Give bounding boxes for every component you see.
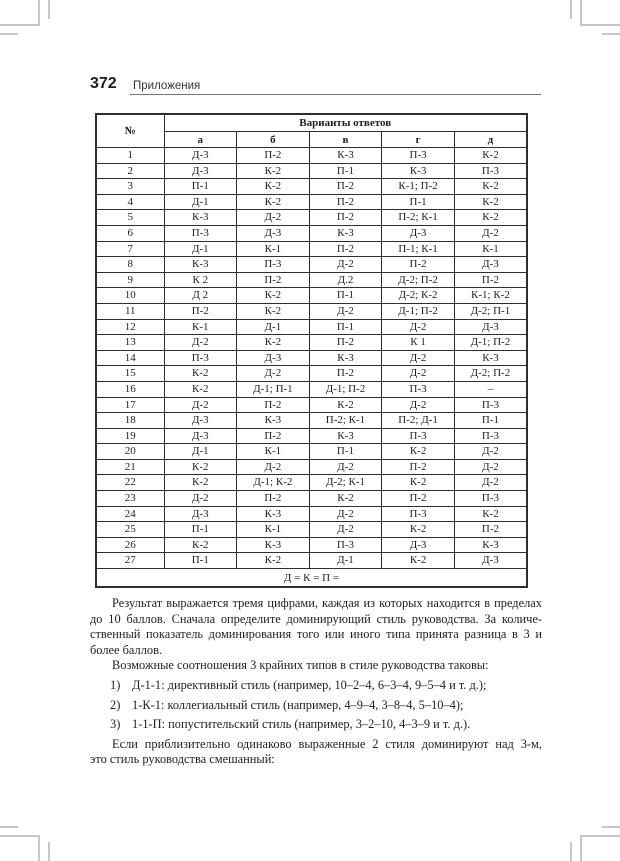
answer-cell: Д-2 xyxy=(382,397,455,413)
table-row xyxy=(96,194,527,210)
answer-cell: Д-2; П-1 xyxy=(454,303,527,319)
table-row xyxy=(96,428,527,444)
answer-cell: П-2; К-1 xyxy=(309,413,382,429)
answer-cell: К-2 xyxy=(382,444,455,460)
answer-cell: К-3 xyxy=(237,506,310,522)
row-number: 15 xyxy=(96,366,164,382)
crop-mark xyxy=(602,33,620,35)
answer-cell: К-2 xyxy=(164,366,237,382)
crop-mark xyxy=(48,0,50,19)
answer-cell: К-2 xyxy=(164,459,237,475)
answer-cell: Д-3 xyxy=(382,225,455,241)
answer-cell: К-2 xyxy=(237,194,310,210)
answer-cell: Д-2; П-2 xyxy=(454,366,527,382)
answer-cell: Д-2 xyxy=(309,506,382,522)
answer-cell: – xyxy=(454,381,527,397)
list-item-number: 1) xyxy=(110,677,121,692)
answer-cell: Д-2 xyxy=(309,257,382,273)
answer-cell: К-2 xyxy=(382,522,455,538)
text-line: Результат выражается тремя цифрами, каждая из которых находится в пределах xyxy=(112,596,542,610)
answer-cell: К-2 xyxy=(454,506,527,522)
row-number: 3 xyxy=(96,179,164,195)
text-line: это стиль руководства смешанный: xyxy=(90,752,275,767)
answer-cell: Д-1 xyxy=(164,194,237,210)
crop-mark xyxy=(580,835,620,837)
answers-table xyxy=(95,113,528,588)
answer-cell: К-2 xyxy=(164,381,237,397)
answer-cell: П-2; К-1 xyxy=(382,210,455,226)
answer-cell: К-1 xyxy=(237,241,310,257)
table-span-header: Варианты ответов xyxy=(164,114,527,132)
answer-cell: П-2; Д-1 xyxy=(382,413,455,429)
answer-cell: П-1 xyxy=(309,319,382,335)
answer-cell: К-3 xyxy=(237,537,310,553)
table-row xyxy=(96,553,527,569)
answer-cell: П-2 xyxy=(309,210,382,226)
row-number: 11 xyxy=(96,303,164,319)
crop-mark xyxy=(0,835,40,837)
answer-cell: К 1 xyxy=(382,335,455,351)
text-line: Возможные соотношения 3 крайних типов в стиле руководства таковы: xyxy=(112,658,489,673)
list-item-text: 1-К-1: коллегиальный стиль (например, 4–9–4, 3–8–4, 5–10–4); xyxy=(132,697,464,712)
answer-cell: К-1 xyxy=(237,444,310,460)
answer-cell: П-2 xyxy=(309,179,382,195)
col-header-number: № xyxy=(96,114,164,148)
answer-cell: П-2 xyxy=(237,491,310,507)
answer-cell: Д-2; К-2 xyxy=(382,288,455,304)
answer-cell: К-2 xyxy=(382,475,455,491)
answer-cell: П-2 xyxy=(454,522,527,538)
answer-cell: К-3 xyxy=(454,350,527,366)
table-row xyxy=(96,413,527,429)
answer-cell: Д-3 xyxy=(164,413,237,429)
answer-cell: П-1 xyxy=(164,553,237,569)
answer-cell: Д-2; П-2 xyxy=(382,272,455,288)
row-number: 14 xyxy=(96,350,164,366)
answer-cell: П-3 xyxy=(164,350,237,366)
row-number: 20 xyxy=(96,444,164,460)
column-header: б xyxy=(237,132,310,148)
answer-cell: П-2 xyxy=(454,272,527,288)
answer-cell: Д-3 xyxy=(164,506,237,522)
row-number: 10 xyxy=(96,288,164,304)
answer-cell: Д-3 xyxy=(237,350,310,366)
table-row xyxy=(96,257,527,273)
answer-cell: Д.2 xyxy=(309,272,382,288)
answer-cell: Д-2 xyxy=(454,444,527,460)
answer-cell: П-3 xyxy=(454,163,527,179)
answer-cell: Д-2 xyxy=(382,350,455,366)
answer-cell: П-3 xyxy=(237,257,310,273)
answer-cell: К-1 xyxy=(237,522,310,538)
list-item-number: 2) xyxy=(110,697,121,712)
table-row xyxy=(96,210,527,226)
answer-cell: К-2 xyxy=(164,537,237,553)
crop-mark xyxy=(602,826,620,828)
answer-cell: К-2 xyxy=(454,210,527,226)
row-number: 12 xyxy=(96,319,164,335)
answer-cell: П-2 xyxy=(237,428,310,444)
page-number: 372 xyxy=(90,75,117,92)
crop-mark xyxy=(580,836,582,861)
table-row xyxy=(96,241,527,257)
answer-cell: К-2 xyxy=(237,303,310,319)
crop-mark xyxy=(580,0,582,25)
answer-cell: Д-2 xyxy=(382,319,455,335)
answer-cell: Д-3 xyxy=(454,553,527,569)
answer-cell: П-2 xyxy=(164,303,237,319)
list-item-number: 3) xyxy=(110,717,121,732)
row-number: 2 xyxy=(96,163,164,179)
column-header: в xyxy=(309,132,382,148)
answer-cell: П-3 xyxy=(454,397,527,413)
answer-cell: К-3 xyxy=(382,163,455,179)
row-number: 8 xyxy=(96,257,164,273)
row-number: 5 xyxy=(96,210,164,226)
row-number: 24 xyxy=(96,506,164,522)
table-row xyxy=(96,350,527,366)
row-number: 13 xyxy=(96,335,164,351)
answer-cell: Д-2 xyxy=(237,366,310,382)
answer-cell: К-2 xyxy=(237,179,310,195)
table-row xyxy=(96,397,527,413)
answer-cell: К-3 xyxy=(309,225,382,241)
answer-cell: П-2 xyxy=(309,366,382,382)
paragraph xyxy=(90,596,542,658)
answer-cell: П-3 xyxy=(454,491,527,507)
answer-cell: Д 2 xyxy=(164,288,237,304)
answer-cell: Д-2 xyxy=(237,210,310,226)
answer-cell: П-1 xyxy=(382,194,455,210)
answer-cell: Д-3 xyxy=(454,257,527,273)
paragraph xyxy=(90,737,542,768)
answer-cell: Д-1; П-2 xyxy=(309,381,382,397)
answer-cell: П-1 xyxy=(454,413,527,429)
answer-cell: К-1; К-2 xyxy=(454,288,527,304)
column-header: д xyxy=(454,132,527,148)
answer-cell: Д-3 xyxy=(382,537,455,553)
answer-cell: П-2 xyxy=(237,272,310,288)
answer-cell: К-3 xyxy=(164,257,237,273)
answer-cell: Д-3 xyxy=(454,319,527,335)
crop-mark xyxy=(580,24,620,26)
answer-cell: К-2 xyxy=(237,335,310,351)
answer-cell: К-2 xyxy=(237,163,310,179)
answer-cell: К-1 xyxy=(454,241,527,257)
answer-cell: К 2 xyxy=(164,272,237,288)
row-number: 9 xyxy=(96,272,164,288)
answer-cell: К-2 xyxy=(454,179,527,195)
answer-cell: Д-3 xyxy=(164,163,237,179)
answer-cell: К-2 xyxy=(237,288,310,304)
answer-cell: П-3 xyxy=(454,428,527,444)
table-row xyxy=(96,163,527,179)
answer-cell: Д-2 xyxy=(382,366,455,382)
answer-cell: Д-2 xyxy=(454,459,527,475)
answer-cell: П-2 xyxy=(382,459,455,475)
row-number: 23 xyxy=(96,491,164,507)
paragraph xyxy=(90,658,542,674)
answer-cell: К-3 xyxy=(309,148,382,164)
answer-cell: П-3 xyxy=(164,225,237,241)
table-row xyxy=(96,272,527,288)
table-footer-formula: Д = К = П = xyxy=(96,569,527,588)
table-row xyxy=(96,179,527,195)
answer-cell: Д-1; П-2 xyxy=(454,335,527,351)
crop-mark xyxy=(570,0,572,19)
answer-cell: К-2 xyxy=(164,475,237,491)
row-number: 16 xyxy=(96,381,164,397)
answer-cell: П-2 xyxy=(309,241,382,257)
row-number: 6 xyxy=(96,225,164,241)
answer-cell: Д-2; К-1 xyxy=(309,475,382,491)
answer-cell: К-1; П-2 xyxy=(382,179,455,195)
table-row xyxy=(96,366,527,382)
body-text xyxy=(90,596,542,768)
answer-cell: П-3 xyxy=(382,148,455,164)
answer-cell: П-1 xyxy=(309,288,382,304)
answer-cell: П-2 xyxy=(309,194,382,210)
crop-mark xyxy=(0,826,18,828)
numbered-list xyxy=(90,678,542,733)
row-number: 17 xyxy=(96,397,164,413)
answer-cell: П-1 xyxy=(309,444,382,460)
answer-cell: П-1 xyxy=(309,163,382,179)
text-line: ственный показатель доминирования того или иного типа принята разница в 3 и xyxy=(90,627,542,642)
row-number: 18 xyxy=(96,413,164,429)
text-line: Если приблизительно одинаково выраженные 2 стиля доминируют над 3-м, xyxy=(112,736,542,751)
row-number: 1 xyxy=(96,148,164,164)
answer-cell: П-2 xyxy=(237,397,310,413)
table-row xyxy=(96,335,527,351)
answer-cell: Д-1; К-2 xyxy=(237,475,310,491)
running-head-rule xyxy=(130,94,541,95)
column-header: а xyxy=(164,132,237,148)
answer-cell: П-2 xyxy=(309,335,382,351)
crop-mark xyxy=(570,842,572,861)
answer-cell: П-3 xyxy=(309,537,382,553)
table-row xyxy=(96,381,527,397)
table-row xyxy=(96,444,527,460)
list-item xyxy=(110,698,542,714)
answer-cell: Д-1; П-1 xyxy=(237,381,310,397)
answer-cell: Д-3 xyxy=(164,148,237,164)
answer-cell: К-3 xyxy=(309,428,382,444)
answer-cell: Д-1; П-2 xyxy=(382,303,455,319)
row-number: 22 xyxy=(96,475,164,491)
answer-cell: П-2 xyxy=(382,491,455,507)
table-row xyxy=(96,522,527,538)
table-row xyxy=(96,537,527,553)
crop-mark xyxy=(0,24,40,26)
crop-mark xyxy=(38,836,40,861)
table-row xyxy=(96,148,527,164)
answer-cell: Д-2 xyxy=(454,475,527,491)
answer-cell: К-3 xyxy=(454,537,527,553)
list-item xyxy=(110,717,542,733)
answer-cell: П-1 xyxy=(164,179,237,195)
answer-cell: К-2 xyxy=(309,491,382,507)
answer-cell: К-2 xyxy=(454,194,527,210)
answer-cell: К-2 xyxy=(454,148,527,164)
answer-cell: П-3 xyxy=(382,381,455,397)
answer-cell: Д-1 xyxy=(237,319,310,335)
row-number: 7 xyxy=(96,241,164,257)
table-row xyxy=(96,225,527,241)
table-row xyxy=(96,459,527,475)
answer-cell: П-1; К-1 xyxy=(382,241,455,257)
answer-cell: П-3 xyxy=(382,506,455,522)
crop-mark xyxy=(0,33,18,35)
row-number: 21 xyxy=(96,459,164,475)
answer-cell: К-3 xyxy=(237,413,310,429)
answer-cell: Д-2 xyxy=(164,335,237,351)
answer-cell: Д-3 xyxy=(164,428,237,444)
answer-cell: Д-2 xyxy=(454,225,527,241)
answer-cell: Д-2 xyxy=(237,459,310,475)
row-number: 19 xyxy=(96,428,164,444)
table-row xyxy=(96,491,527,507)
table-row xyxy=(96,506,527,522)
crop-mark xyxy=(48,842,50,861)
row-number: 4 xyxy=(96,194,164,210)
table-row xyxy=(96,303,527,319)
row-number: 27 xyxy=(96,553,164,569)
answer-cell: Д-1 xyxy=(309,553,382,569)
answer-cell: Д-3 xyxy=(237,225,310,241)
table-row xyxy=(96,319,527,335)
table-row xyxy=(96,475,527,491)
answer-cell: Д-2 xyxy=(164,491,237,507)
answer-cell: К-3 xyxy=(164,210,237,226)
table-row xyxy=(96,288,527,304)
answer-cell: Д-1 xyxy=(164,241,237,257)
answer-cell: Д-2 xyxy=(164,397,237,413)
crop-mark xyxy=(38,0,40,25)
list-item-text: 1-1-П: попустительский стиль (например, 3–2–10, 4–3–9 и т. д.). xyxy=(132,717,471,732)
answer-cell: Д-2 xyxy=(309,459,382,475)
list-item-text: Д-1-1: директивный стиль (например, 10–2–4, 6–3–4, 9–5–4 и т. д.); xyxy=(132,677,487,692)
column-header: г xyxy=(382,132,455,148)
answer-cell: Д-2 xyxy=(309,303,382,319)
answer-cell: К-2 xyxy=(309,397,382,413)
answer-cell: П-1 xyxy=(164,522,237,538)
answer-cell: К-2 xyxy=(237,553,310,569)
answer-cell: П-2 xyxy=(382,257,455,273)
answer-cell: Д-2 xyxy=(309,522,382,538)
row-number: 26 xyxy=(96,537,164,553)
answer-cell: Д-1 xyxy=(164,444,237,460)
list-item xyxy=(110,678,542,694)
answer-cell: К-2 xyxy=(382,553,455,569)
row-number: 25 xyxy=(96,522,164,538)
table-footer-row xyxy=(96,569,527,588)
answer-cell: П-3 xyxy=(382,428,455,444)
answer-cell: К-3 xyxy=(309,350,382,366)
text-line: до 10 баллов. Сначала определите доминирующий стиль руководства. За количе- xyxy=(90,611,542,626)
text-line: более баллов. xyxy=(90,642,163,657)
answer-cell: П-2 xyxy=(237,148,310,164)
running-head: Приложения xyxy=(133,80,201,92)
answer-cell: К-1 xyxy=(164,319,237,335)
